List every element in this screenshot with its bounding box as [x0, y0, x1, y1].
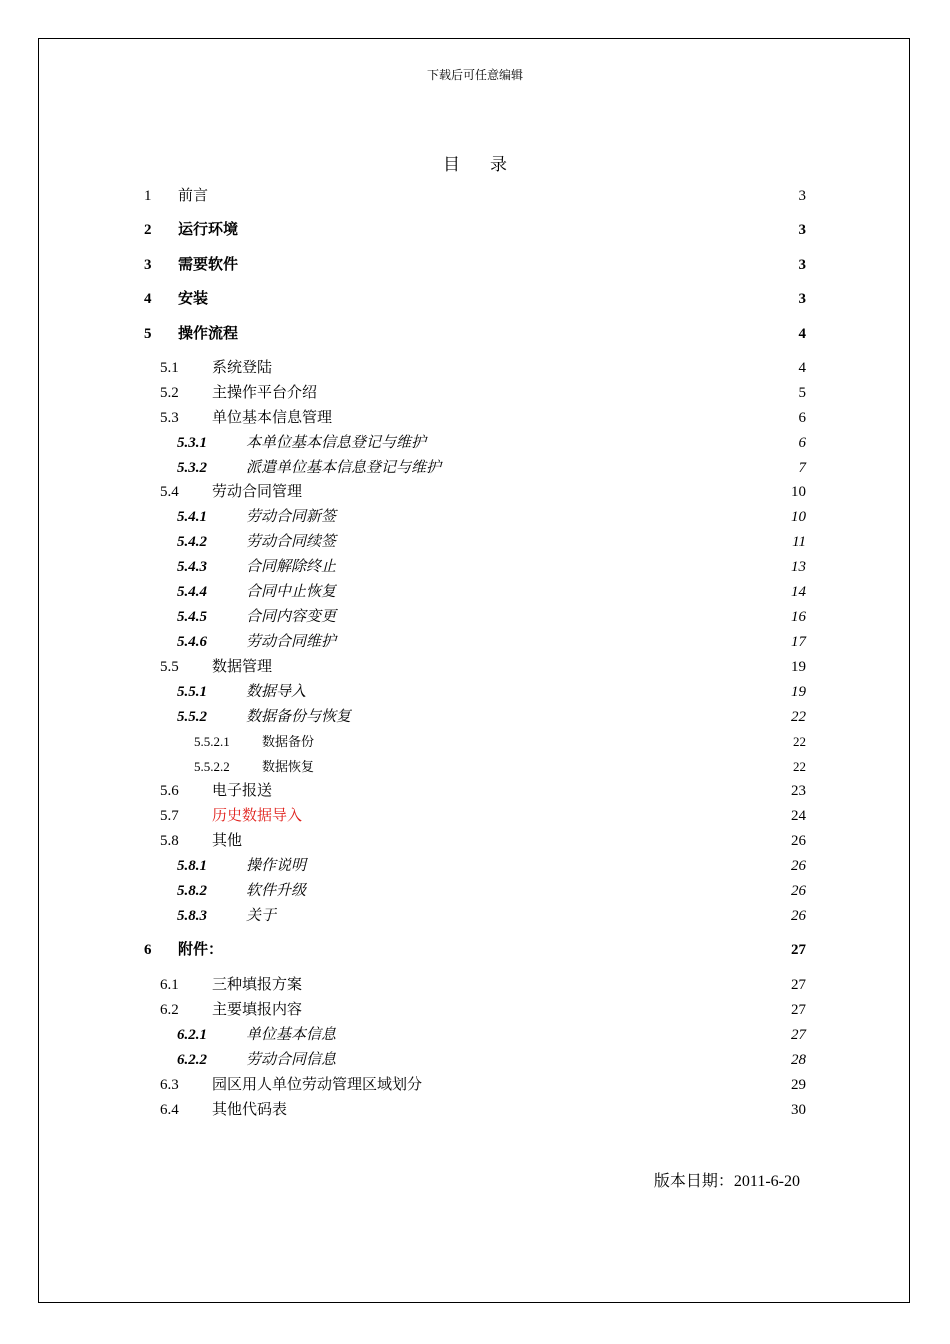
toc-label: 前言	[178, 188, 209, 204]
toc-label: 本单位基本信息登记与维护	[246, 435, 427, 451]
toc-label: 主操作平台介绍	[212, 385, 318, 401]
toc-number: 5.5.2	[177, 709, 207, 725]
toc-page-number: 26	[791, 833, 806, 849]
toc-page-number: 17	[791, 634, 806, 650]
toc-page-number: 30	[791, 1102, 806, 1118]
toc-label: 劳动合同维护	[246, 634, 337, 650]
toc-entry-5-6[interactable]	[160, 781, 806, 801]
toc-page-number: 13	[791, 559, 806, 575]
toc-label: 操作说明	[246, 858, 307, 874]
toc-number: 5.4.5	[177, 609, 207, 625]
toc-label: 运行环境	[178, 222, 239, 238]
toc-title-right: 录	[490, 155, 507, 174]
toc-entry-6-2[interactable]	[160, 1000, 806, 1020]
toc-number: 6.4	[160, 1102, 179, 1118]
toc-number: 6.3	[160, 1077, 179, 1093]
toc-entry-6[interactable]	[144, 940, 806, 960]
toc-label: 数据管理	[212, 659, 273, 675]
toc-page-number: 28	[791, 1052, 806, 1068]
toc-number: 5	[144, 326, 152, 342]
toc-label: 安装	[178, 291, 209, 307]
toc-entry-5-5[interactable]	[160, 657, 806, 677]
toc-page-number: 4	[798, 326, 806, 342]
toc-page-number: 10	[791, 484, 806, 500]
toc-label: 劳动合同管理	[212, 484, 303, 500]
toc-number: 5.1	[160, 360, 179, 376]
toc-label: 劳动合同信息	[246, 1052, 337, 1068]
toc-label: 合同中止恢复	[246, 584, 337, 600]
toc-page-number: 27	[791, 1002, 806, 1018]
toc-entry-4[interactable]	[144, 289, 806, 309]
toc-number: 5.4	[160, 484, 179, 500]
toc-number: 5.5.2.2	[194, 759, 230, 774]
toc-number: 6.2.1	[177, 1027, 207, 1043]
toc-label: 主要填报内容	[212, 1002, 303, 1018]
toc-number: 5.4.4	[177, 584, 207, 600]
toc-entry-5-8[interactable]	[160, 831, 806, 851]
toc-page-number: 16	[791, 609, 806, 625]
toc-entry-5-8-2[interactable]	[177, 881, 806, 901]
header-note: 下载后可任意编辑	[426, 68, 523, 82]
toc-entry-5-4-6[interactable]	[177, 632, 806, 652]
toc-label: 数据备份	[262, 734, 315, 749]
toc-number: 6	[144, 942, 152, 958]
toc-number: 3	[144, 257, 152, 273]
toc-entry-5-5-2-2[interactable]	[194, 757, 806, 777]
toc-label: 关于	[246, 908, 277, 924]
toc-label: 三种填报方案	[212, 977, 303, 993]
toc-number: 5.3.1	[177, 435, 207, 451]
toc-page-number: 4	[798, 360, 806, 376]
toc-page-number: 27	[791, 942, 806, 958]
toc-page-number: 24	[791, 808, 806, 824]
toc-page-number: 7	[798, 460, 806, 476]
toc-page-number: 6	[798, 435, 806, 451]
toc-number: 5.7	[160, 808, 179, 824]
toc-entry-3[interactable]	[144, 255, 806, 275]
toc-number: 5.5	[160, 659, 179, 675]
toc-page-number: 23	[791, 783, 806, 799]
toc-number: 5.8.2	[177, 883, 207, 899]
toc-label: 劳动合同续签	[246, 534, 337, 550]
toc-number: 5.4.2	[177, 534, 207, 550]
toc-label: 电子报送	[212, 783, 273, 799]
toc-page-number: 3	[798, 291, 806, 307]
toc-entry-5-4-1[interactable]	[177, 507, 806, 527]
version-date: 版本日期：2011-6-20	[653, 1173, 800, 1190]
toc-number: 5.4.1	[177, 509, 207, 525]
toc-entry-5-5-1[interactable]	[177, 682, 806, 702]
toc-entry-5-4-3[interactable]	[177, 557, 806, 577]
toc-number: 5.8.1	[177, 858, 207, 874]
toc-number: 5.6	[160, 783, 179, 799]
toc-label: 软件升级	[246, 883, 307, 899]
toc-number: 5.3.2	[177, 460, 207, 476]
toc-label: 系统登陆	[212, 360, 273, 376]
toc-title-left: 目	[443, 155, 460, 174]
toc-label: 单位基本信息	[246, 1027, 337, 1043]
toc-entry-5-4-4[interactable]	[177, 582, 806, 602]
toc-page-number: 19	[791, 659, 806, 675]
toc-page-number: 22	[791, 709, 806, 725]
toc-number: 5.4.3	[177, 559, 207, 575]
toc-number: 6.2.2	[177, 1052, 207, 1068]
toc-number: 5.8.3	[177, 908, 207, 924]
toc-label: 单位基本信息管理	[212, 410, 333, 426]
toc-page-number: 26	[791, 908, 806, 924]
toc-number: 4	[144, 291, 152, 307]
toc-page-number: 10	[791, 509, 806, 525]
toc-label: 需要软件	[178, 257, 239, 273]
toc-page-number: 5	[798, 385, 806, 401]
toc-label: 劳动合同新签	[246, 509, 337, 525]
toc-entry-6-2-2[interactable]	[177, 1050, 806, 1070]
toc-entry-1[interactable]	[144, 186, 806, 206]
toc-page-number: 19	[791, 684, 806, 700]
toc-label: 数据备份与恢复	[246, 709, 352, 725]
toc-number: 5.5.2.1	[194, 734, 230, 749]
toc-entry-6-3[interactable]	[160, 1075, 806, 1095]
toc-label: 操作流程	[178, 326, 239, 342]
toc-label: 园区用人单位劳动管理区域划分	[212, 1077, 423, 1093]
toc-number: 6.2	[160, 1002, 179, 1018]
toc-entry-5-1[interactable]	[160, 358, 806, 378]
toc-page-number: 26	[791, 858, 806, 874]
toc-page-number: 14	[791, 584, 806, 600]
toc-page-number: 6	[798, 410, 806, 426]
toc-number: 1	[144, 188, 152, 204]
toc-entry-5-3-1[interactable]	[177, 433, 806, 453]
toc-entry-6-1[interactable]	[160, 975, 806, 995]
toc-entry-5-8-3[interactable]	[177, 906, 806, 926]
toc-number: 6.1	[160, 977, 179, 993]
toc-page-number: 22	[793, 734, 806, 749]
toc-page-number: 27	[791, 977, 806, 993]
toc-page-number: 3	[798, 188, 806, 204]
toc-entry-2[interactable]	[144, 220, 806, 240]
toc-page-number: 22	[793, 759, 806, 774]
toc-number: 5.5.1	[177, 684, 207, 700]
toc-page-number: 26	[791, 883, 806, 899]
toc-entry-5-8-1[interactable]	[177, 856, 806, 876]
toc-label: 数据恢复	[262, 759, 315, 774]
toc-page-number: 29	[791, 1077, 806, 1093]
toc-entry-5[interactable]	[144, 324, 806, 344]
toc-entry-6-2-1[interactable]	[177, 1025, 806, 1045]
toc-page-number: 11	[792, 534, 806, 550]
toc-label: 其他	[212, 833, 243, 849]
toc-number: 2	[144, 222, 152, 238]
toc-entry-5-2[interactable]	[160, 383, 806, 403]
toc-label: 数据导入	[246, 684, 307, 700]
toc-label: 合同内容变更	[246, 609, 337, 625]
toc-label: 合同解除终止	[246, 559, 337, 575]
toc-entry-6-4[interactable]	[160, 1100, 806, 1120]
toc-entry-5-7[interactable]	[160, 806, 806, 826]
toc-number: 5.3	[160, 410, 179, 426]
toc-entry-5-5-2[interactable]	[177, 707, 806, 727]
toc-page-number: 27	[791, 1027, 806, 1043]
toc-number: 5.8	[160, 833, 179, 849]
toc-entry-5-4[interactable]	[160, 482, 806, 502]
toc-label: 其他代码表	[212, 1102, 288, 1118]
toc-entry-5-3-2[interactable]	[177, 458, 806, 478]
toc-number: 5.4.6	[177, 634, 207, 650]
toc-entry-5-4-5[interactable]	[177, 607, 806, 627]
toc-entry-5-4-2[interactable]	[177, 532, 806, 552]
toc-entry-5-5-2-1[interactable]	[194, 732, 806, 752]
toc-page-number: 3	[798, 222, 806, 238]
toc-label: 历史数据导入	[212, 808, 303, 824]
toc-label: 附件：	[178, 942, 224, 958]
toc-entry-5-3[interactable]	[160, 408, 806, 428]
toc-label: 派遣单位基本信息登记与维护	[246, 460, 442, 476]
toc-number: 5.2	[160, 385, 179, 401]
toc-page-number: 3	[798, 257, 806, 273]
